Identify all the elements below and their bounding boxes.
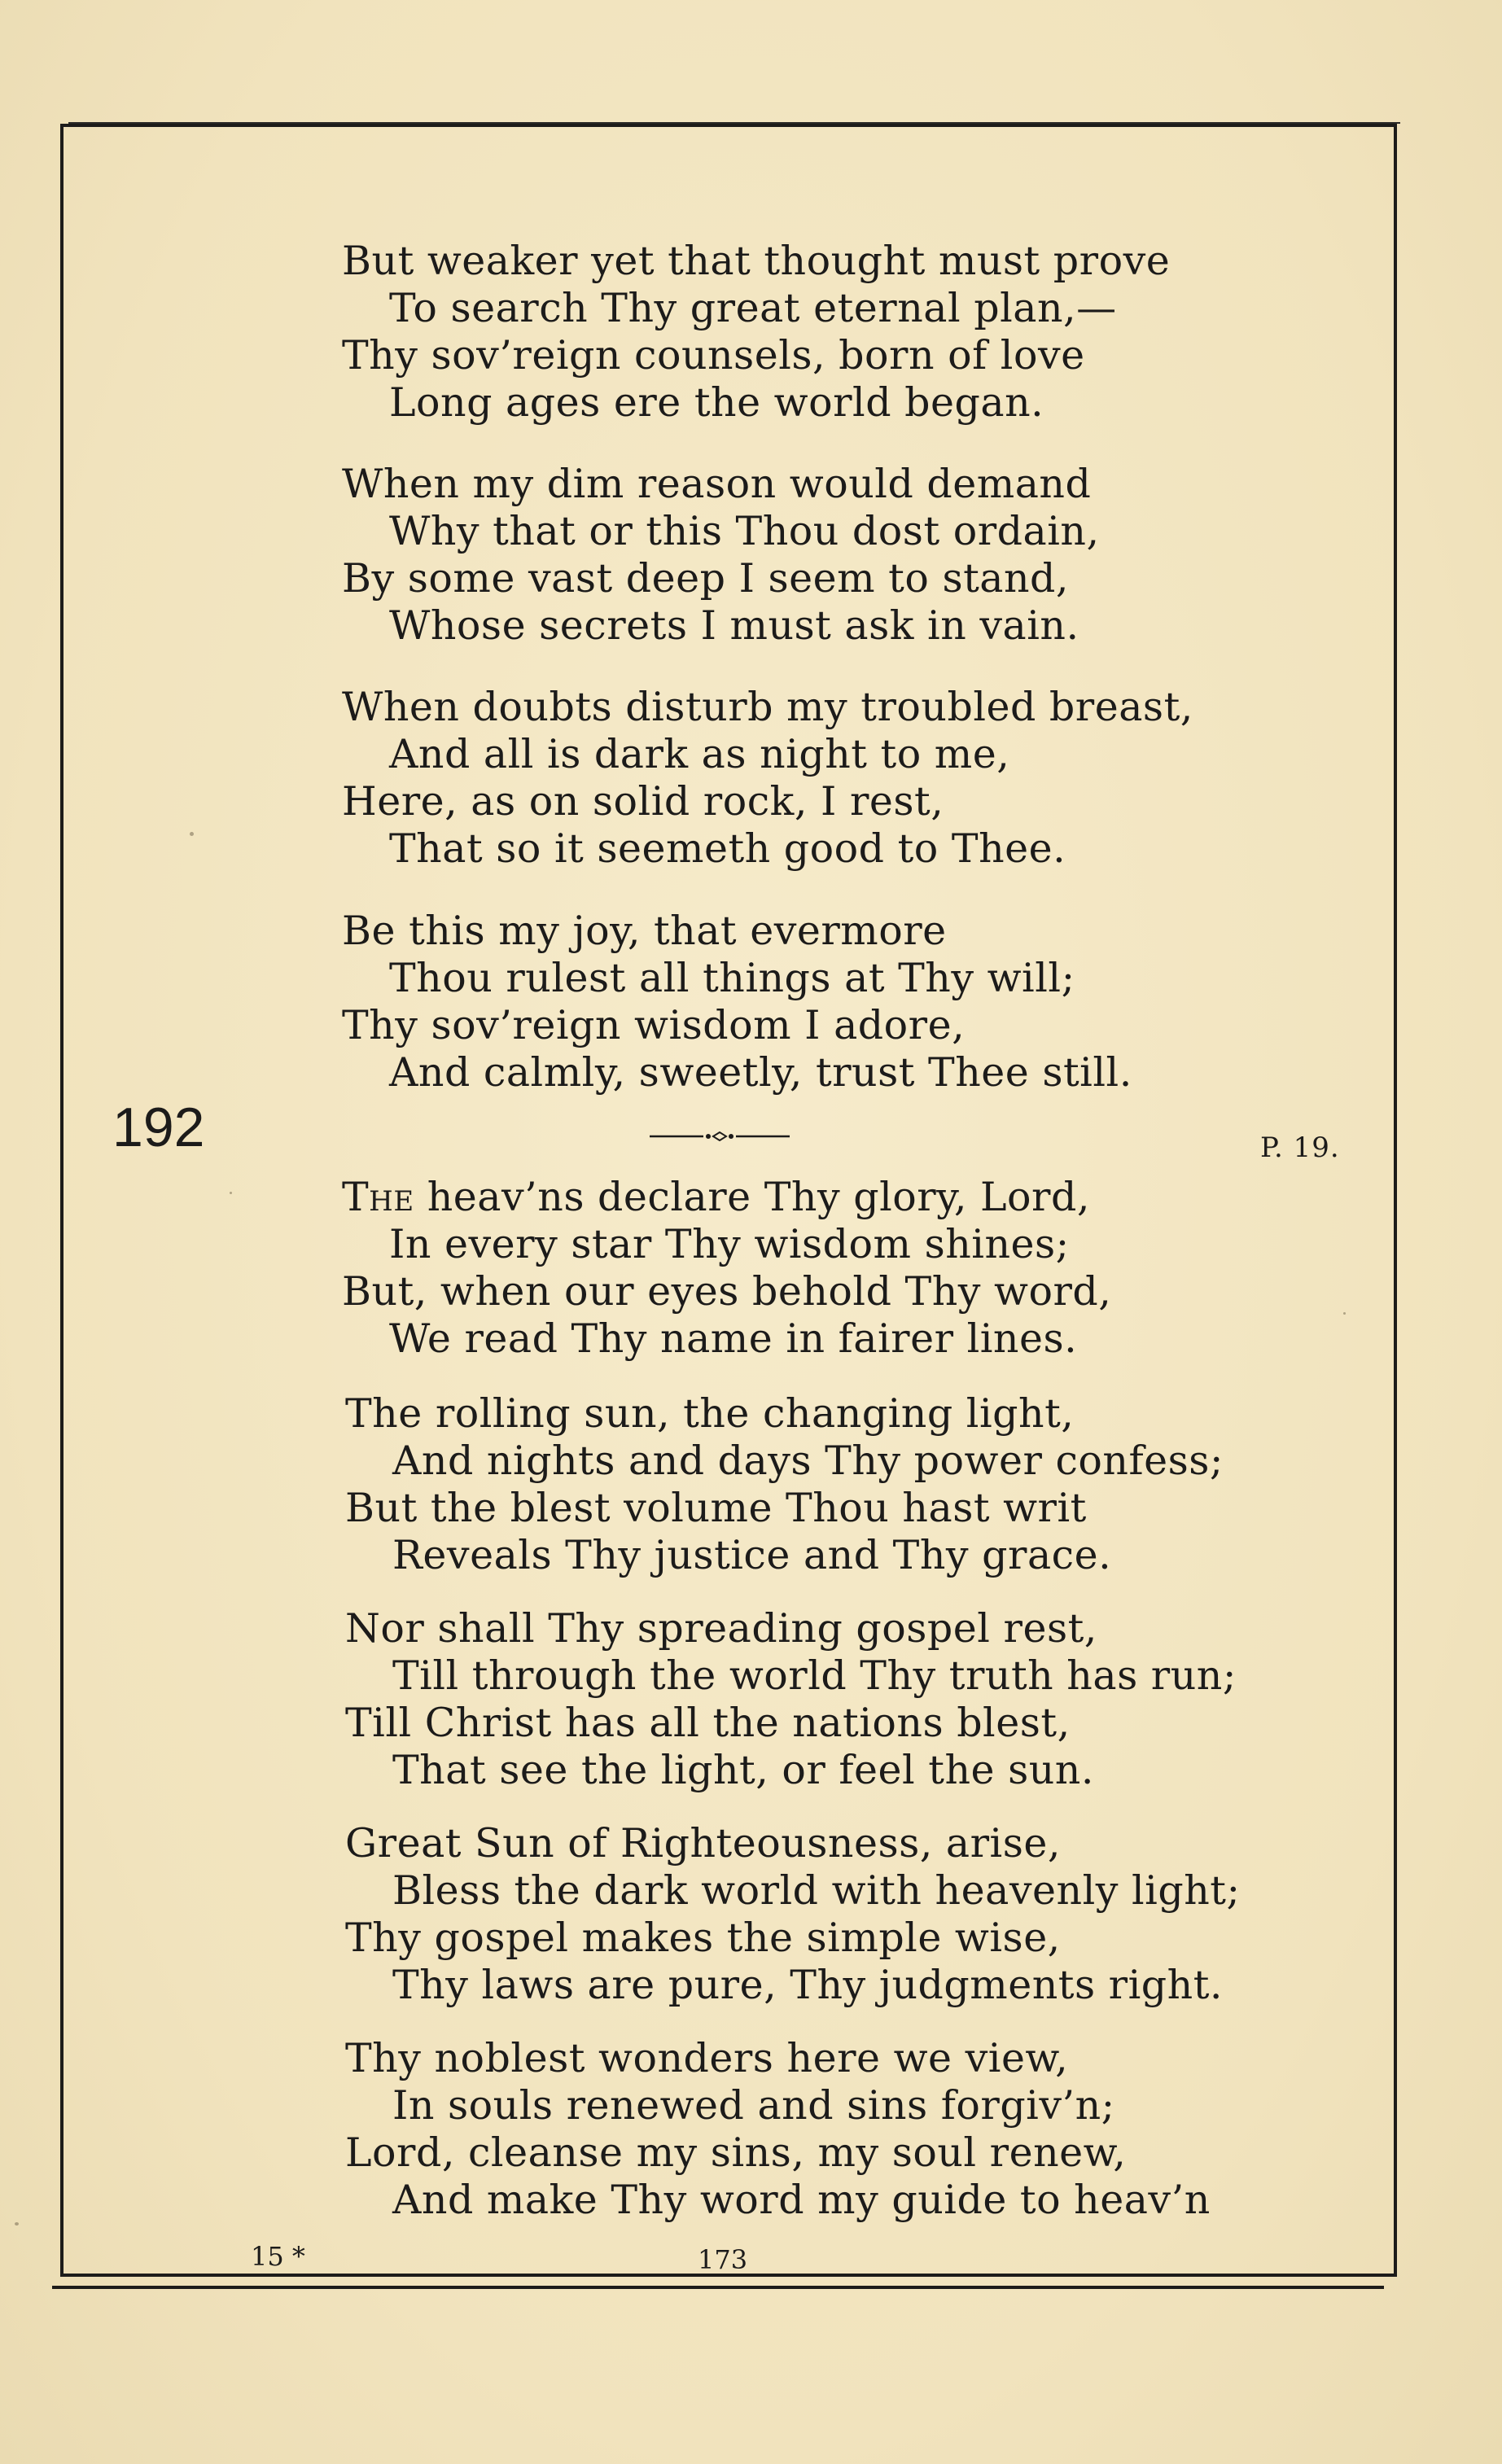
drop-word: The (342, 1174, 414, 1220)
verse-line: Till through the world Thy truth has run; (392, 1652, 1237, 1699)
paper-speck (190, 832, 194, 836)
verse-line: And make Thy word my guide to heav’n (392, 2177, 1211, 2223)
verse-line: The rolling sun, the changing light, (345, 1390, 1075, 1437)
verse-line: But the blest volume Thou hast writ (345, 1485, 1087, 1531)
verse-line: When doubts disturb my troubled breast, (342, 684, 1193, 730)
verse-line: When my dim reason would demand (342, 461, 1092, 507)
page-number: 173 (698, 2244, 748, 2275)
hymn-stanza-3 (345, 1605, 1322, 1794)
verse-line: Thou rulest all things at Thy will; (389, 955, 1075, 1001)
verse-line: Whose secrets I must ask in vain. (389, 602, 1079, 649)
verse-line: Reveals Thy justice and Thy grace. (392, 1532, 1112, 1578)
verse-line: In every star Thy wisdom shines; (389, 1221, 1070, 1267)
verse-line: Thy sov’reign counsels, born of love (342, 332, 1085, 379)
verse-line: And all is dark as night to me, (389, 731, 1010, 777)
stanza-3 (342, 684, 1319, 873)
paper-speck (230, 1192, 232, 1194)
page-reference: P. 19. (1260, 1131, 1340, 1164)
paper-speck (1343, 1312, 1346, 1315)
verse-line: Be this my joy, that evermore (342, 908, 947, 954)
verse-line: By some vast deep I seem to stand, (342, 555, 1069, 602)
verse-line: But weaker yet that thought must prove (342, 238, 1171, 284)
verse-line: And calmly, sweetly, trust Thee still. (389, 1049, 1132, 1096)
signature-mark: 15 * (251, 2241, 305, 2272)
hymn-number: 192 (112, 1096, 205, 1158)
first-line-rest: heav’ns declare Thy glory, Lord, (414, 1174, 1090, 1220)
stanza-2 (342, 461, 1319, 650)
verse-line: Thy laws are pure, Thy judgments right. (392, 1962, 1223, 2008)
hymn-stanza-2 (345, 1390, 1322, 1579)
ornament-divider (650, 1131, 790, 1141)
verse-line: Long ages ere the world began. (389, 379, 1044, 426)
verse-line: Here, as on solid rock, I rest, (342, 778, 944, 825)
stanza-1 (342, 238, 1319, 427)
verse-line: Thy noblest wonders here we view, (345, 2035, 1069, 2081)
verse-line: Lord, cleanse my sins, my soul renew, (345, 2129, 1127, 2176)
verse-line: To search Thy great eternal plan,— (389, 285, 1117, 331)
verse-line: That see the light, or feel the sun. (392, 1747, 1094, 1793)
hymn-stanza-5 (345, 2035, 1322, 2224)
verse-line: Bless the dark world with heavenly light; (392, 1867, 1241, 1914)
hymn-stanza-1 (342, 1174, 1319, 1363)
verse-line: Great Sun of Righteousness, arise, (345, 1820, 1061, 1867)
verse-line: And nights and days Thy power confess; (392, 1438, 1224, 1484)
verse-line: Thy sov’reign wisdom I adore, (342, 1002, 966, 1048)
verse-line: Till Christ has all the nations blest, (345, 1700, 1071, 1746)
verse-line: Why that or this Thou dost ordain, (389, 508, 1100, 554)
hymn-stanza-4 (345, 1820, 1322, 2009)
verse-line: That so it seemeth good to Thee. (389, 825, 1066, 872)
verse-line: Nor shall Thy spreading gospel rest, (345, 1605, 1097, 1652)
stanza-4 (342, 908, 1319, 1096)
verse-line: We read Thy name in fairer lines. (389, 1315, 1078, 1362)
verse-line: Thy gospel makes the simple wise, (345, 1915, 1061, 1961)
verse-line-first (342, 1174, 1319, 1221)
frame-bottom-rule (52, 2286, 1384, 2289)
paper-speck (15, 2222, 19, 2225)
verse-line: In souls renewed and sins forgiv’n; (392, 2082, 1115, 2129)
verse-line: But, when our eyes behold Thy word, (342, 1268, 1112, 1315)
